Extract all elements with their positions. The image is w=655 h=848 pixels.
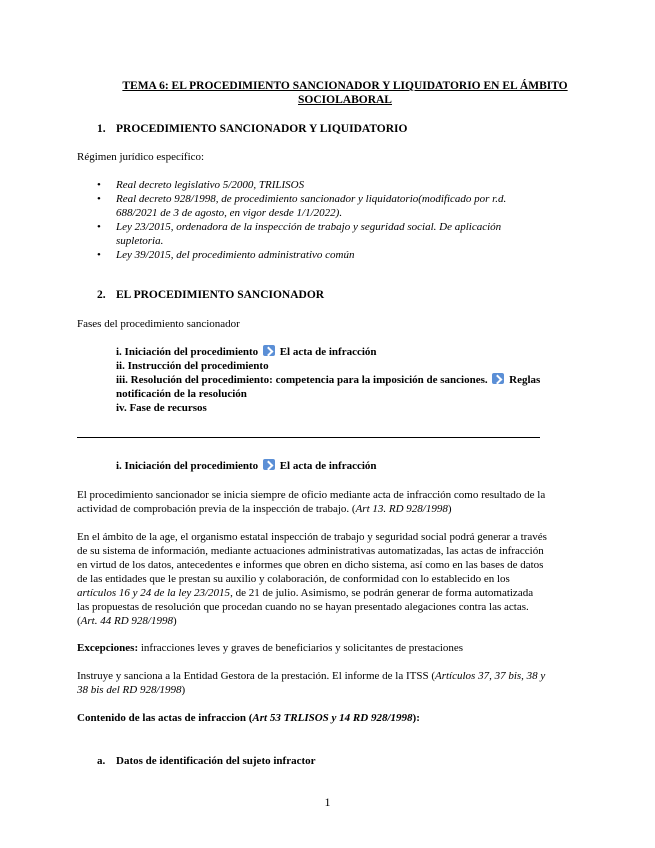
legal-sources-list	[97, 178, 542, 262]
phases-block	[116, 345, 546, 415]
paragraph-text: )	[181, 684, 186, 696]
fases-label: Fases del procedimiento sancionador	[77, 318, 240, 330]
contenido-heading	[77, 711, 547, 725]
paragraph-instruye	[77, 669, 547, 697]
paragraph-text: )	[447, 503, 452, 515]
arrow-right-icon	[492, 373, 504, 384]
excepciones-label: Excepciones:	[77, 642, 139, 654]
legal-reference: Art 53 TRLISOS y 14 RD 928/1998	[252, 712, 413, 724]
paragraph-inicio	[77, 488, 547, 516]
phase-1-target: El acta de infracción	[279, 346, 377, 358]
contenido-label: Contenido de las actas de infraccion (	[77, 712, 253, 724]
section-2-number: 2.	[97, 289, 106, 301]
horizontal-divider	[77, 437, 540, 438]
list-item: • Ley 39/2015, del procedimiento administrativo común	[97, 248, 542, 262]
phase-3-target: Reglas notificación de la resolución	[116, 374, 541, 400]
section-2-heading	[97, 288, 324, 302]
subsection-heading-a: i. Iniciación del procedimiento	[116, 460, 259, 472]
phase-3	[116, 373, 546, 401]
item-a-letter: a.	[97, 755, 106, 767]
phase-1-link[interactable]: i. Iniciación del procedimiento	[116, 346, 259, 358]
section-1-heading	[97, 122, 407, 136]
paragraph-text: Instruye y sanciona a la Entidad Gestora de la prestación. El informe de la ITSS (	[77, 670, 435, 682]
paragraph-text: , de 21 de julio. Asimismo, se podrán generar de forma automatizada las propuestas de resolución que procedan cuando no se hayan presentado alegaciones contra las actas. (	[77, 587, 534, 627]
legal-reference: artículos 16 y 24 de la ley 23/2015	[77, 587, 231, 599]
regimen-label: Régimen jurídico específico:	[77, 151, 205, 163]
subsection-heading	[116, 459, 546, 473]
subsection-heading-b: El acta de infracción	[279, 460, 377, 472]
document-title: TEMA 6: EL PROCEDIMIENTO SANCIONADOR Y LIQUIDATORIO EN EL ÁMBITO SOCIOLABORAL	[122, 80, 568, 106]
legal-reference: Art. 44 RD 928/1998	[80, 615, 173, 627]
item-a	[97, 754, 316, 768]
phase-4[interactable]: iv. Fase de recursos	[116, 402, 207, 414]
list-item: • Real decreto 928/1998, de procedimiento sancionador y liquidatorio(modificado por r.d. 688/2021 de 3 de agosto, en vigor desde 1/1/2022).	[97, 192, 542, 220]
phase-2[interactable]: ii. Instrucción del procedimiento	[116, 360, 269, 372]
paragraph-text: infracciones leves y graves de beneficiarios y solicitantes de prestaciones	[138, 642, 464, 654]
paragraph-age	[77, 530, 547, 628]
contenido-close: ):	[412, 712, 420, 724]
arrow-right-icon	[263, 459, 275, 470]
section-1-text: PROCEDIMIENTO SANCIONADOR Y LIQUIDATORIO	[116, 123, 408, 135]
arrow-right-icon	[263, 345, 275, 356]
list-item: • Real decreto legislativo 5/2000, TRILISOS	[97, 178, 542, 192]
paragraph-text: El procedimiento sancionador se inicia siempre de oficio mediante acta de infracción como resultado de la actividad de comprobación previa de la inspección de trabajo. (	[77, 489, 546, 515]
phase-1	[116, 345, 546, 359]
paragraph-text: En el ámbito de la age, el organismo estatal inspección de trabajo y seguridad social podrá generar a través de su sistema de información, mediante actuaciones administrativas automatizadas, las actas de infracción en virtud de los datos, antecedentes e informes que obren en dicho sistema, así como en las bases de datos de las entidades que le prestan su auxilio y colaboración, de conformidad con lo establecido en los	[77, 531, 547, 585]
paragraph-text: )	[172, 615, 177, 627]
item-a-text: Datos de identificación del sujeto infractor	[116, 755, 316, 767]
legal-reference: Artículos 37, 37 bis, 38 y 38 bis del RD 928/1998	[77, 670, 546, 696]
page-number: 1	[324, 795, 331, 809]
paragraph-excepciones	[77, 641, 547, 655]
legal-reference: Art 13. RD 928/1998	[355, 503, 448, 515]
list-item: • Ley 23/2015, ordenadora de la inspección de trabajo y seguridad social. De aplicación supletoria.	[97, 220, 542, 248]
section-2-text: EL PROCEDIMIENTO SANCIONADOR	[116, 289, 325, 301]
phase-3-link[interactable]: iii. Resolución del procedimiento: competencia para la imposición de sanciones.	[116, 374, 488, 386]
section-1-number: 1.	[97, 123, 106, 135]
